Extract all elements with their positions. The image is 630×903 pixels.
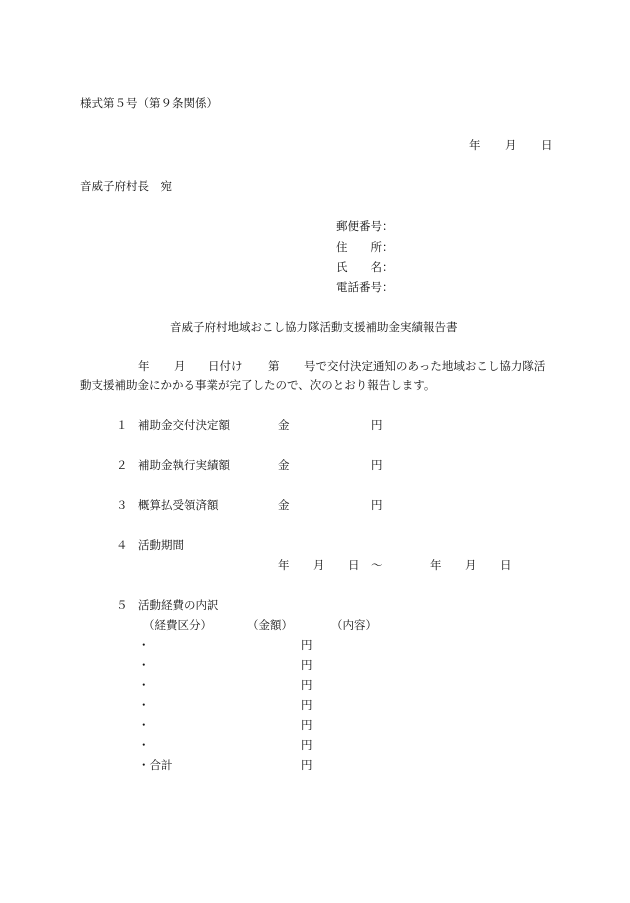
postal-code-label: 郵便番号： — [336, 219, 394, 233]
item-number: ４ — [116, 538, 128, 552]
item-number: ５ — [116, 598, 128, 612]
date-month: 月 — [505, 138, 517, 152]
yen-label: 円 — [371, 418, 383, 432]
total-label: ・合計 — [138, 758, 173, 772]
kin-label: 金 — [278, 498, 290, 512]
date-day: 日 — [541, 138, 553, 152]
header-content: （内容） — [331, 618, 377, 632]
body-month: 月 — [174, 359, 186, 373]
name-label: 氏 名： — [336, 260, 394, 274]
item-label: 活動期間 — [138, 538, 184, 552]
period-tilde: ～ — [371, 558, 383, 572]
row-bullet: ・ — [138, 678, 150, 692]
period-to-day: 日 — [500, 558, 512, 572]
item-label: 補助金執行実績額 — [138, 458, 230, 472]
row-yen: 円 — [301, 658, 313, 672]
form-number: 様式第５号（第９条関係） — [80, 96, 218, 110]
row-yen: 円 — [301, 678, 313, 692]
item-label: 活動経費の内訳 — [138, 598, 219, 612]
body-no: 第 — [268, 359, 280, 373]
body-dated: 日付け — [208, 359, 243, 373]
yen-label: 円 — [371, 458, 383, 472]
row-yen: 円 — [301, 738, 313, 752]
item-label: 概算払受領済額 — [138, 498, 219, 512]
header-category: （経費区分） — [143, 618, 212, 632]
total-yen: 円 — [301, 758, 313, 772]
period-from-month: 月 — [313, 558, 325, 572]
date-year: 年 — [469, 138, 481, 152]
body-year: 年 — [138, 359, 150, 373]
yen-label: 円 — [371, 498, 383, 512]
row-bullet: ・ — [138, 738, 150, 752]
period-to-month: 月 — [465, 558, 477, 572]
item-number: ３ — [116, 498, 128, 512]
period-from-day: 日 — [348, 558, 360, 572]
body-line2: 動支援補助金にかかる事業が完了したので、次のとおり報告します。 — [80, 378, 436, 392]
header-amount: （金額） — [247, 618, 293, 632]
item-number: ２ — [116, 458, 128, 472]
row-bullet: ・ — [138, 698, 150, 712]
addressee: 音威子府村長 宛 — [80, 179, 172, 193]
body-line1-rest: 号で交付決定通知のあった地域おこし協力隊活 — [304, 359, 546, 373]
row-yen: 円 — [301, 638, 313, 652]
address-label: 住 所： — [336, 240, 394, 254]
kin-label: 金 — [278, 458, 290, 472]
item-label: 補助金交付決定額 — [138, 418, 230, 432]
row-yen: 円 — [301, 698, 313, 712]
period-to-year: 年 — [430, 558, 442, 572]
document-title: 音威子府村地域おこし協力隊活動支援補助金実績報告書 — [170, 320, 458, 334]
row-bullet: ・ — [138, 658, 150, 672]
item-number: １ — [116, 418, 128, 432]
kin-label: 金 — [278, 418, 290, 432]
row-yen: 円 — [301, 718, 313, 732]
row-bullet: ・ — [138, 638, 150, 652]
row-bullet: ・ — [138, 718, 150, 732]
phone-label: 電話番号： — [336, 280, 394, 294]
period-from-year: 年 — [278, 558, 290, 572]
